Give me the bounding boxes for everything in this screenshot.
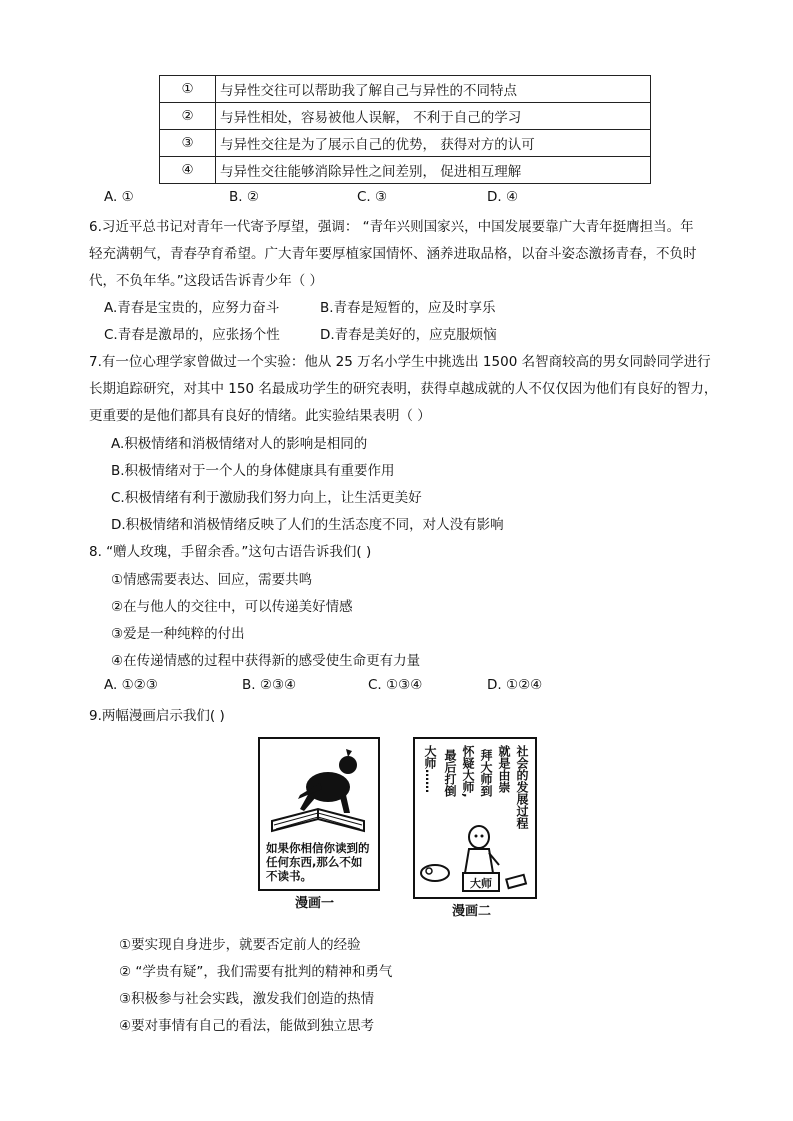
q8-option-a[interactable]: A. ①②③ [104,677,158,693]
comic-two-caption: 漫画二 [452,904,492,919]
q5-option-b[interactable]: B. ② [229,189,259,205]
q8-stem: 8. “赠人玫瑰，手留余香。”这句古语告诉我们( ) [89,544,372,560]
q6-option-a[interactable]: A.青春是宝贵的，应努力奋斗 [104,300,280,316]
q7-option-d[interactable]: D.积极情绪和消极情绪反映了人们的生活态度不同，对人没有影响 [111,517,504,533]
reader-on-book-drawing [260,739,378,839]
table-row [160,76,651,103]
q9-item: ② “学贵有疑”，我们需要有批判的精神和勇气 [119,964,393,980]
comic-two-text-col: 最后打倒 [443,749,457,797]
q8-option-d[interactable]: D. ①②④ [487,677,543,693]
comic-one-caption: 漫画一 [295,896,335,911]
q6-stem-line2: 轻充满朝气，青春孕育希望。广大青年要厚植家国情怀、涵养进取品格，以奋斗姿态激扬青春，不负时 [89,246,697,262]
q6-option-b[interactable]: B.青春是短暂的，应及时享乐 [320,300,496,316]
row-number: ② [160,103,216,130]
q7-stem-line2: 长期追踪研究，对其中 150 名最成功学生的研究表明，获得卓越成就的人不仅仅因为他们有良好的智力， [89,381,718,397]
q5-option-d[interactable]: D. ④ [487,189,519,205]
pedestal-label: 大师 [470,877,492,890]
q9-item: ①要实现自身进步，就要否定前人的经验 [119,937,361,953]
row-number: ④ [160,157,216,184]
q7-stem-line1: 7.有一位心理学家曾做过一个实验：他从 25 万名小学生中挑选出 1500 名智商较高的男女同龄同学进行 [89,354,711,370]
row-text: 与异性相处，容易被他人误解， 不利于自己的学习 [216,103,651,130]
row-number: ① [160,76,216,103]
comic-two-text-col: 社会的发展过程 [515,745,529,829]
comic-two [413,737,537,899]
q6-stem-line1: 6.习近平总书记对青年一代寄予厚望，强调： “青年兴则国家兴，中国发展要靠广大青年挺膺担当。年 [89,219,694,235]
q7-option-b[interactable]: B.积极情绪对于一个人的身体健康具有重要作用 [111,463,395,479]
comic-one [258,737,380,891]
q5-option-a[interactable]: A. ① [104,189,134,205]
q7-option-a[interactable]: A.积极情绪和消极情绪对人的影响是相同的 [111,436,368,452]
q6-option-d[interactable]: D.青春是美好的，应克服烦恼 [320,327,497,343]
row-number: ③ [160,130,216,157]
q7-stem-line3: 更重要的是他们都具有良好的情绪。此实验结果表明（ ） [89,408,431,424]
q8-item: ③爱是一种纯粹的付出 [111,626,245,642]
q9-item: ③积极参与社会实践，激发我们创造的热情 [119,991,375,1007]
comic-two-text-col: 拜大师到 [479,749,493,797]
comic-two-text-col: 怀疑大师, [461,745,475,798]
q8-option-b[interactable]: B. ②③④ [242,677,297,693]
row-text: 与异性交往可以帮助我了解自己与异性的不同特点 [216,76,651,103]
comic-one-quote: 如果你相信你读到的任何东西,那么不如不读书。 [266,841,370,883]
row-text: 与异性交往能够消除异性之间差别， 促进相互理解 [216,157,651,184]
q8-item: ②在与他人的交往中，可以传递美好情感 [111,599,353,615]
comic-two-text-col: 就是由崇 [497,745,511,793]
statements-table [159,75,651,184]
q8-option-c[interactable]: C. ①③④ [368,677,423,693]
q9-stem: 9.两幅漫画启示我们( ) [89,708,225,724]
q9-item: ④要对事情有自己的看法，能做到独立思考 [119,1018,375,1034]
row-text: 与异性交往是为了展示自己的优势， 获得对方的认可 [216,130,651,157]
table-row [160,130,651,157]
q7-option-c[interactable]: C.积极情绪有利于激励我们努力向上，让生活更美好 [111,490,422,506]
q6-option-c[interactable]: C.青春是激昂的，应张扬个性 [104,327,280,343]
q8-item: ①情感需要表达、回应，需要共鸣 [111,572,313,588]
q5-option-c[interactable]: C. ③ [357,189,388,205]
table-row [160,157,651,184]
q6-stem-line3: 代，不负年华。”这段话告诉青少年（ ） [89,273,324,289]
q8-item: ④在传递情感的过程中获得新的感受使生命更有力量 [111,653,421,669]
table-row [160,103,651,130]
comic-two-text-col: 大师…… [423,745,437,793]
